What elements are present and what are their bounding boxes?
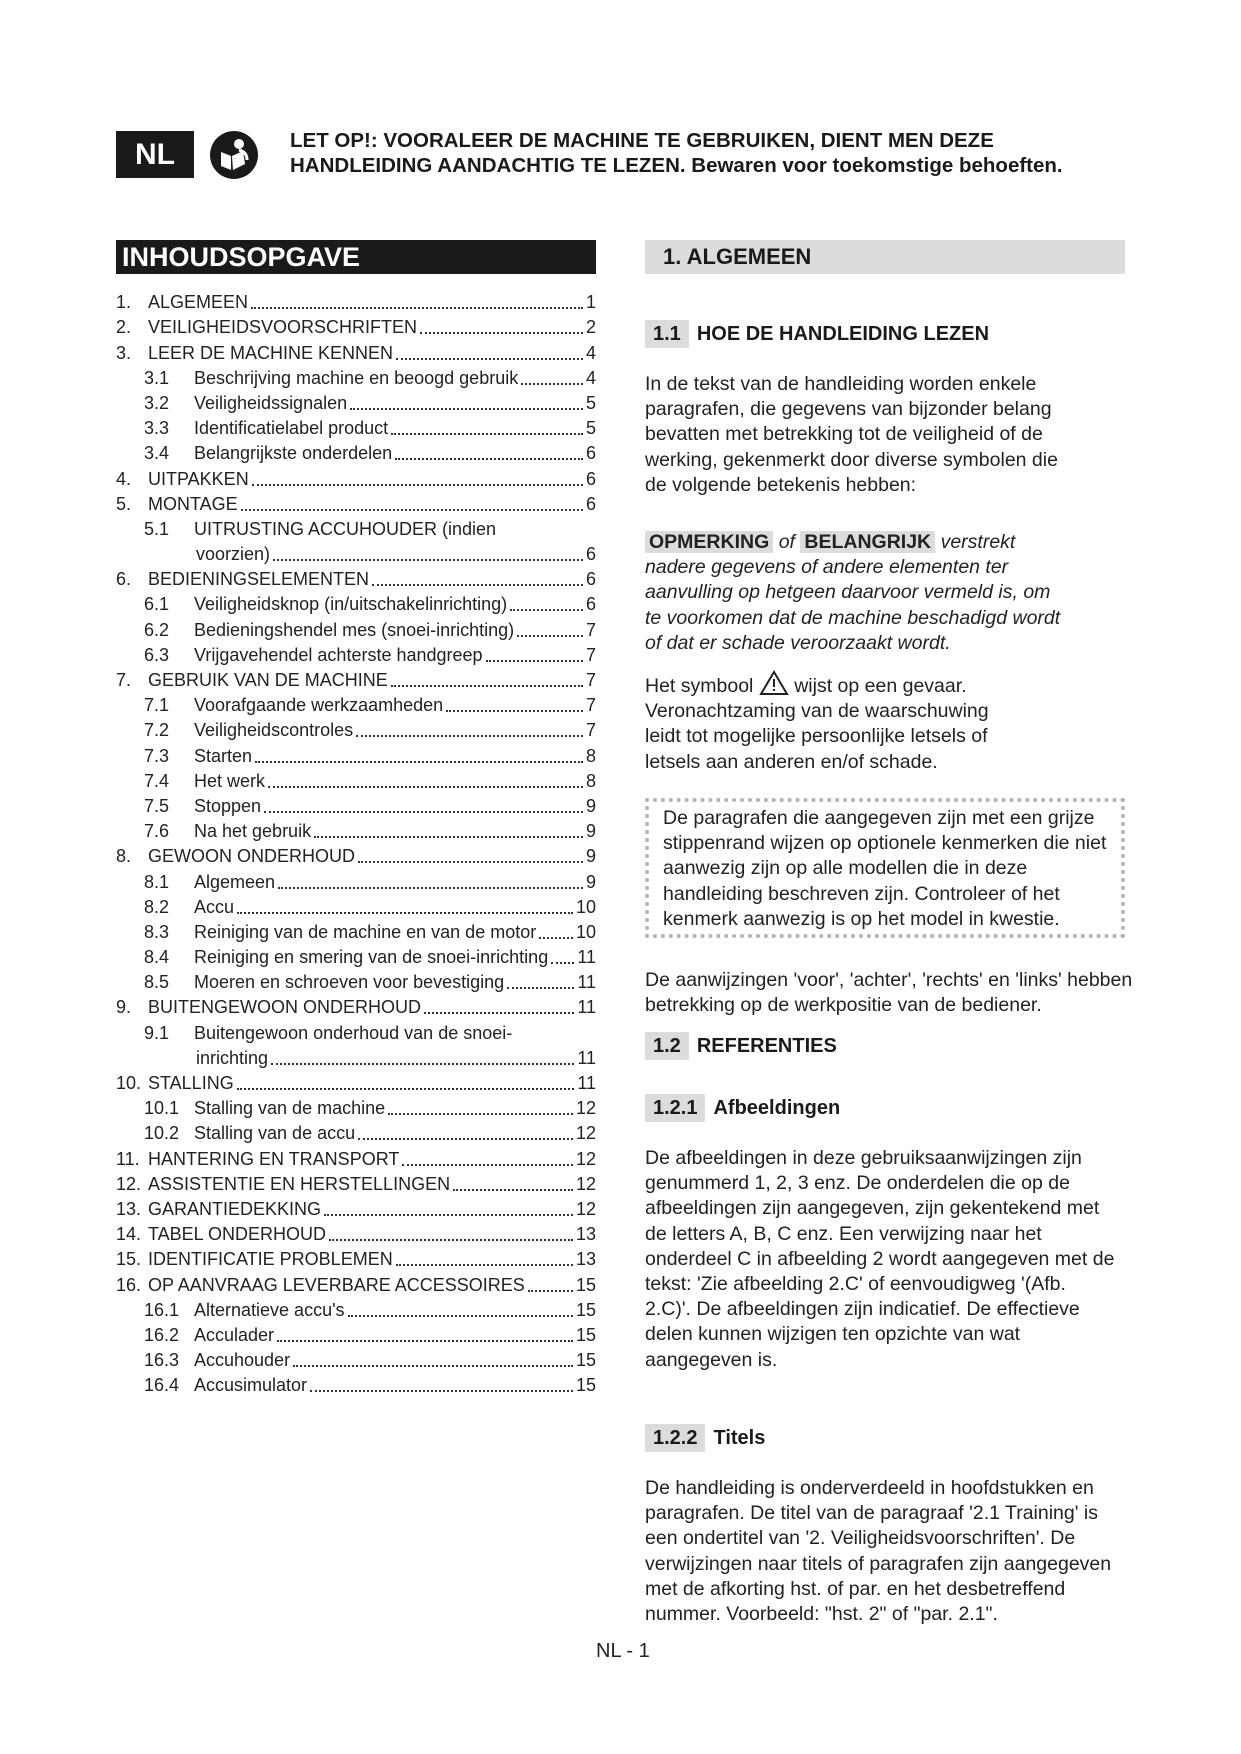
toc-entry[interactable] <box>116 490 596 515</box>
toc-entry[interactable] <box>116 867 596 892</box>
toc-entry-title: MONTAGE <box>148 493 238 514</box>
toc-page-number: 6 <box>585 468 596 489</box>
toc-entry[interactable] <box>116 1270 596 1295</box>
toc-entry-title: BUITENGEWOON ONDERHOUD <box>148 997 422 1018</box>
toc-entry-title: Moeren en schroeven voor bevestiging <box>194 972 505 993</box>
toc-number: 8.4 <box>144 947 170 968</box>
toc-dot-leader <box>507 986 574 989</box>
toc-entry-title: UITPAKKEN <box>148 468 249 489</box>
toc-entry-title: STALLING <box>148 1073 234 1093</box>
toc-entry-title: Reiniging en smering van de snoei-inrichting <box>194 947 549 968</box>
symbol-paragraph <box>645 670 1025 775</box>
warning-line-2: HANDLEIDING AANDACHTIG TE LEZEN. Bewaren voor toekomstige behoeften. <box>290 154 1063 177</box>
toc-entry[interactable] <box>116 1245 596 1270</box>
toc-entry-title: Identificatielabel product <box>194 418 389 439</box>
toc-number: 16. <box>116 1274 142 1295</box>
toc-dot-leader <box>453 1188 573 1191</box>
toc-entry-title: Starten <box>194 745 253 766</box>
subsection-number: 1.2 <box>645 1032 689 1060</box>
toc-page-number: 5 <box>585 418 596 439</box>
toc-number: 1. <box>116 292 132 313</box>
titles-paragraph: De handleiding is onderverdeeld in hoofdstukken en paragrafen. De titel van de paragraaf '2.1 Training' is een ondertitel van '2. Veiligheidsvoorschriften'. De verwijzingen naar titels of paragrafen zijn aangegeven met de afkorting hst. of par. en het desbetreffend nummer. Voorbeeld: "hst. 2" of "par. 2.1". <box>645 1477 1112 1626</box>
toc-page-number: 8 <box>585 770 596 791</box>
toc-number: 13. <box>116 1198 142 1219</box>
toc-number: 15. <box>116 1249 142 1270</box>
toc-page-number: 9 <box>585 821 596 842</box>
toc-dot-leader <box>329 1238 573 1241</box>
toc-entry-title: Voorafgaande werkzaamheden <box>194 695 444 716</box>
toc-entry[interactable] <box>116 1321 596 1346</box>
toc-dot-leader <box>424 1011 574 1014</box>
toc-entry-title: IDENTIFICATIE PROBLEMEN <box>148 1249 393 1270</box>
toc-page-number: 6 <box>585 443 596 464</box>
toc-dot-leader <box>278 886 583 889</box>
toc-page-number: 11 <box>577 997 596 1018</box>
subsection-1-2-1-heading <box>645 1094 840 1122</box>
toc-number: 3.3 <box>144 418 170 439</box>
toc-page-number: 15 <box>575 1274 596 1295</box>
toc-entry-title: TABEL ONDERHOUD <box>148 1224 327 1245</box>
toc-entry-title: Beschrijving machine en beoogd gebruik <box>194 367 519 388</box>
toc-dot-leader <box>251 306 583 309</box>
toc-entry-title: BEDIENINGSELEMENTEN <box>148 569 370 590</box>
toc-number: 8. <box>116 846 132 867</box>
toc-entry-title: GARANTIEDEKKING <box>148 1198 322 1219</box>
images-paragraph: De afbeeldingen in deze gebruiksaanwijzingen zijn genummerd 1, 2, 3 enz. De onderdelen die op de afbeeldingen zijn aangegeven, zijn gekentekend met de letters A, B, C enz. Een verwijzing naar het onderdeel C in afbeelding 2 wordt aangegeven met de tekst: 'Zie afbeelding 2.C' of eenvoudigweg '(Afb. 2.C)'. De afbeeldingen zijn indicatief. De effectieve delen kunnen wijzigen ten opzichte van wat aangegeven is. <box>645 1147 1115 1371</box>
toc-page-number: 11 <box>577 1047 596 1068</box>
toc-dot-leader <box>551 961 574 964</box>
toc-page-number: 4 <box>585 367 596 388</box>
toc-dot-leader <box>402 1163 573 1166</box>
toc-page-number: 6 <box>585 594 596 615</box>
toc-number: 12. <box>116 1173 142 1194</box>
toc-entry-title: Na het gebruik <box>194 821 312 842</box>
toc-number: 7.6 <box>144 821 170 842</box>
toc-entry-title: Het werk <box>194 770 266 791</box>
toc-entry-title: Stalling van de accu <box>194 1123 356 1144</box>
toc-number: 7. <box>116 670 132 690</box>
table-of-contents <box>116 288 596 1396</box>
note-tag: OPMERKING <box>645 531 773 553</box>
toc-page-number: 13 <box>575 1249 596 1270</box>
toc-entry[interactable] <box>116 1220 596 1245</box>
toc-entry[interactable] <box>116 540 596 565</box>
toc-number: 10. <box>116 1073 142 1093</box>
toc-dot-leader <box>237 1087 575 1090</box>
symbol-post: wijst op een gevaar. <box>794 675 967 697</box>
toc-number: 8.2 <box>144 896 170 917</box>
toc-page-number: 15 <box>575 1299 596 1320</box>
toc-page-number: 7 <box>585 670 596 690</box>
toc-number: 7.3 <box>144 745 170 766</box>
toc-entry[interactable] <box>116 389 596 414</box>
subsection-title: REFERENTIES <box>696 1035 837 1057</box>
toc-entry[interactable] <box>116 464 596 489</box>
note-paragraph <box>645 530 1065 656</box>
toc-entry-title: Veiligheidscontroles <box>194 720 354 741</box>
note-text-1: verstrekt <box>940 531 1016 553</box>
toc-entry-title: UITRUSTING ACCUHOUDER (indien <box>194 518 497 539</box>
toc-page-number: 9 <box>585 871 596 892</box>
toc-entry[interactable] <box>116 1119 596 1144</box>
toc-entry[interactable] <box>116 565 596 590</box>
subsection-number: 1.1 <box>645 320 689 348</box>
toc-number: 7.4 <box>144 770 170 791</box>
toc-number: 16.4 <box>144 1375 180 1396</box>
toc-entry-title: Buitengewoon onderhoud van de snoei- <box>194 1022 513 1043</box>
intro-paragraph: In de tekst van de handleiding worden enkele paragrafen, die gegevens van bijzonder belang bevatten met betrekking tot de veiligheid of de werking, gekenmerkt door diverse symbolen die de volgende betekenis hebben: <box>645 373 1058 496</box>
toc-entry[interactable] <box>116 1195 596 1220</box>
toc-entry[interactable] <box>116 842 596 867</box>
toc-entry[interactable] <box>116 439 596 464</box>
subsection-1-2-2-heading <box>645 1424 765 1452</box>
toc-dot-leader <box>420 331 583 334</box>
read-manual-icon <box>209 130 259 180</box>
toc-number: 9. <box>116 997 132 1018</box>
toc-page-number: 2 <box>585 317 596 338</box>
subsection-title: Afbeeldingen <box>713 1097 841 1119</box>
toc-entry-title: Bedieningshendel mes (snoei-inrichting) <box>194 619 515 640</box>
toc-entry[interactable] <box>116 1069 596 1094</box>
toc-dot-leader <box>255 760 583 763</box>
toc-entry[interactable] <box>116 615 596 640</box>
directions-paragraph: De aanwijzingen 'voor', 'achter', 'rechts' en 'links' hebben betrekking op de werkpositie van de bediener. <box>645 969 1133 1017</box>
toc-dot-leader <box>358 860 583 863</box>
toc-number: 8.3 <box>144 921 170 942</box>
subsection-1-2-heading <box>645 1032 837 1060</box>
toc-entry[interactable] <box>116 1296 596 1321</box>
toc-page-number: 10 <box>575 921 596 942</box>
symbol-pre: Het symbool <box>645 675 754 697</box>
toc-dot-leader <box>268 785 583 788</box>
toc-number: 6.3 <box>144 644 170 665</box>
toc-number: 14. <box>116 1224 142 1245</box>
toc-entry-title: GEBRUIK VAN DE MACHINE <box>148 670 388 690</box>
toc-number: 7.5 <box>144 795 170 816</box>
toc-entry[interactable] <box>116 338 596 363</box>
toc-dot-leader <box>241 508 583 511</box>
toc-entry[interactable] <box>116 590 596 615</box>
toc-entry[interactable] <box>116 641 596 666</box>
toc-number: 3.1 <box>144 367 170 388</box>
of-word: of <box>778 531 795 553</box>
toc-number: 2. <box>116 317 132 338</box>
subsection-title: HOE DE HANDLEIDING LEZEN <box>696 323 990 345</box>
toc-page-number: 1 <box>585 292 596 313</box>
toc-dot-leader <box>486 659 583 662</box>
toc-page-number: 9 <box>585 846 596 867</box>
toc-dot-leader <box>324 1213 573 1216</box>
toc-entry-title: Veiligheidsknop (in/uitschakelinrichting) <box>194 594 508 615</box>
toc-number: 6.1 <box>144 594 170 615</box>
toc-dot-leader <box>396 357 583 360</box>
toc-page-number: 12 <box>575 1098 596 1119</box>
toc-number: 5. <box>116 493 132 514</box>
toc-entry[interactable] <box>116 792 596 817</box>
toc-number: 3.4 <box>144 443 170 464</box>
toc-number: 7.1 <box>144 695 170 716</box>
toc-entry-title: Accuhouder <box>194 1350 291 1371</box>
toc-entry[interactable] <box>116 1144 596 1169</box>
toc-page-number: 11 <box>577 947 596 968</box>
toc-number: 4. <box>116 468 132 489</box>
subsection-number: 1.2.2 <box>645 1424 705 1452</box>
toc-entry[interactable] <box>116 691 596 716</box>
toc-number: 10.2 <box>144 1123 180 1144</box>
toc-page-number: 6 <box>585 544 596 565</box>
toc-entry-title: Accusimulator <box>194 1375 308 1396</box>
toc-dot-leader <box>348 1314 573 1317</box>
toc-page-number: 4 <box>585 342 596 363</box>
toc-entry[interactable] <box>116 716 596 741</box>
toc-dot-leader <box>252 483 583 486</box>
toc-entry[interactable] <box>116 993 596 1018</box>
toc-entry-title: voorzien) <box>196 544 271 565</box>
toc-entry-title: LEER DE MACHINE KENNEN <box>148 342 394 363</box>
toc-number: 10.1 <box>144 1098 180 1119</box>
toc-page-number: 15 <box>575 1324 596 1345</box>
toc-number: 5.1 <box>144 518 170 539</box>
toc-entry-title: Accu <box>194 896 235 917</box>
toc-entry-title: VEILIGHEIDSVOORSCHRIFTEN <box>148 317 418 338</box>
toc-dot-leader <box>358 1137 573 1140</box>
symbol-rest: Veronachtzaming van de waarschuwing leidt tot mogelijke persoonlijke letsels of letsels aan anderen en/of schade. <box>645 700 989 773</box>
toc-entry[interactable] <box>116 1371 596 1396</box>
toc-page-number: 7 <box>585 644 596 665</box>
toc-entry[interactable] <box>116 943 596 968</box>
toc-page-number: 8 <box>585 745 596 766</box>
toc-page-number: 12 <box>575 1123 596 1144</box>
toc-dot-leader <box>277 1339 573 1342</box>
toc-entry[interactable] <box>116 515 596 540</box>
toc-entry[interactable] <box>116 288 596 313</box>
toc-entry[interactable] <box>116 1094 596 1119</box>
toc-entry[interactable] <box>116 893 596 918</box>
toc-entry-title: GEWOON ONDERHOUD <box>148 846 355 867</box>
section-title: 1. ALGEMEEN <box>645 240 1125 274</box>
toc-entry-title: Vrijgavehendel achterste handgreep <box>194 644 483 665</box>
toc-number: 7.2 <box>144 720 170 741</box>
language-badge: NL <box>116 131 194 178</box>
toc-entry-title: Alternatieve accu's <box>194 1299 345 1320</box>
toc-dot-leader <box>372 583 583 586</box>
toc-entry[interactable] <box>116 1018 596 1043</box>
toc-dot-leader <box>271 1062 574 1065</box>
toc-number: 8.5 <box>144 972 170 993</box>
toc-entry-title: inrichting <box>196 1047 269 1068</box>
toc-page-number: 11 <box>577 972 596 993</box>
toc-page-number: 11 <box>577 1073 596 1093</box>
toc-entry[interactable] <box>116 414 596 439</box>
toc-entry[interactable] <box>116 364 596 389</box>
toc-number: 3. <box>116 342 132 363</box>
toc-page-number: 12 <box>575 1173 596 1194</box>
toc-dot-leader <box>396 1263 573 1266</box>
optional-features-box: De paragrafen die aangegeven zijn met een grijze stippenrand wijzen op optionele kenmerken die niet aanwezig zijn op alle modellen die in deze handleiding beschreven zijn. Controleer of het kenmerk aanwezig is op het model in kwestie. <box>645 798 1125 938</box>
page-number: NL - 1 <box>596 1640 650 1662</box>
toc-entry-title: ALGEMEEN <box>148 292 249 313</box>
toc-dot-leader <box>314 835 583 838</box>
toc-number: 6. <box>116 569 132 590</box>
toc-dot-leader <box>510 608 583 611</box>
toc-entry-title: ASSISTENTIE EN HERSTELLINGEN <box>148 1173 451 1194</box>
toc-dot-leader <box>310 1389 573 1392</box>
toc-number: 6.2 <box>144 619 170 640</box>
safety-warning <box>290 128 1130 178</box>
toc-number: 9.1 <box>144 1022 170 1043</box>
toc-entry-title: Acculader <box>194 1324 275 1345</box>
toc-dot-leader <box>356 734 583 737</box>
toc-entry[interactable] <box>116 313 596 338</box>
toc-entry[interactable] <box>116 1346 596 1371</box>
toc-entry-title: Algemeen <box>194 871 276 892</box>
subsection-number: 1.2.1 <box>645 1094 705 1122</box>
toc-title: INHOUDSOPGAVE <box>116 240 596 274</box>
toc-entry-title: Stalling van de machine <box>194 1098 386 1119</box>
toc-dot-leader <box>350 407 583 410</box>
toc-number: 3.2 <box>144 392 170 413</box>
toc-page-number: 6 <box>585 569 596 590</box>
toc-page-number: 9 <box>585 795 596 816</box>
toc-page-number: 6 <box>585 493 596 514</box>
toc-entry-title: Reiniging van de machine en van de motor <box>194 921 537 942</box>
warning-triangle-icon <box>759 670 789 696</box>
toc-dot-leader <box>388 1112 573 1115</box>
important-tag: BELANGRIJK <box>800 531 935 553</box>
toc-dot-leader <box>517 634 583 637</box>
subsection-1-1-heading <box>645 320 989 348</box>
toc-entry[interactable] <box>116 1170 596 1195</box>
toc-entry[interactable] <box>116 918 596 943</box>
toc-page-number: 15 <box>575 1375 596 1396</box>
toc-number: 8.1 <box>144 871 170 892</box>
toc-page-number: 12 <box>575 1198 596 1219</box>
toc-number: 16.2 <box>144 1324 180 1345</box>
toc-number: 11. <box>116 1148 140 1169</box>
toc-dot-leader <box>395 457 583 460</box>
subsection-title: Titels <box>713 1427 766 1449</box>
note-text-2: nadere gegevens of andere elementen ter aanvulling op hetgeen daarvoor vermeld is, om te voorkomen dat de machine beschadigd wordt of dat er schade veroorzaakt wordt. <box>645 556 1061 654</box>
toc-dot-leader <box>391 432 583 435</box>
toc-number: 16.1 <box>144 1299 180 1320</box>
toc-dot-leader <box>264 810 583 813</box>
toc-page-number: 10 <box>575 896 596 917</box>
toc-entry-title: Stoppen <box>194 795 262 816</box>
toc-page-number: 7 <box>585 695 596 716</box>
toc-number: 16.3 <box>144 1350 180 1371</box>
toc-dot-leader <box>237 911 573 914</box>
toc-page-number: 15 <box>575 1350 596 1371</box>
toc-entry-title: HANTERING EN TRANSPORT <box>148 1148 400 1169</box>
toc-entry[interactable] <box>116 817 596 842</box>
toc-dot-leader <box>528 1289 573 1292</box>
toc-entry-title: OP AANVRAAG LEVERBARE ACCESSOIRES <box>148 1274 525 1295</box>
toc-dot-leader <box>273 558 583 561</box>
toc-page-number: 12 <box>575 1148 596 1169</box>
toc-page-number: 7 <box>585 720 596 741</box>
toc-dot-leader <box>521 382 583 385</box>
toc-entry-title: Belangrijkste onderdelen <box>194 443 393 464</box>
toc-entry[interactable] <box>116 1044 596 1069</box>
toc-dot-leader <box>446 709 583 712</box>
toc-page-number: 5 <box>585 392 596 413</box>
toc-entry[interactable] <box>116 666 596 691</box>
warning-line-1: LET OP!: VOORALEER DE MACHINE TE GEBRUIKEN, DIENT MEN DEZE <box>290 129 994 152</box>
toc-dot-leader <box>539 936 573 939</box>
toc-dot-leader <box>391 684 583 687</box>
toc-page-number: 13 <box>575 1224 596 1245</box>
toc-entry[interactable] <box>116 968 596 993</box>
toc-page-number: 7 <box>585 619 596 640</box>
toc-entry[interactable] <box>116 741 596 766</box>
toc-dot-leader <box>293 1364 573 1367</box>
toc-entry[interactable] <box>116 767 596 792</box>
toc-entry-title: Veiligheidssignalen <box>194 392 348 413</box>
